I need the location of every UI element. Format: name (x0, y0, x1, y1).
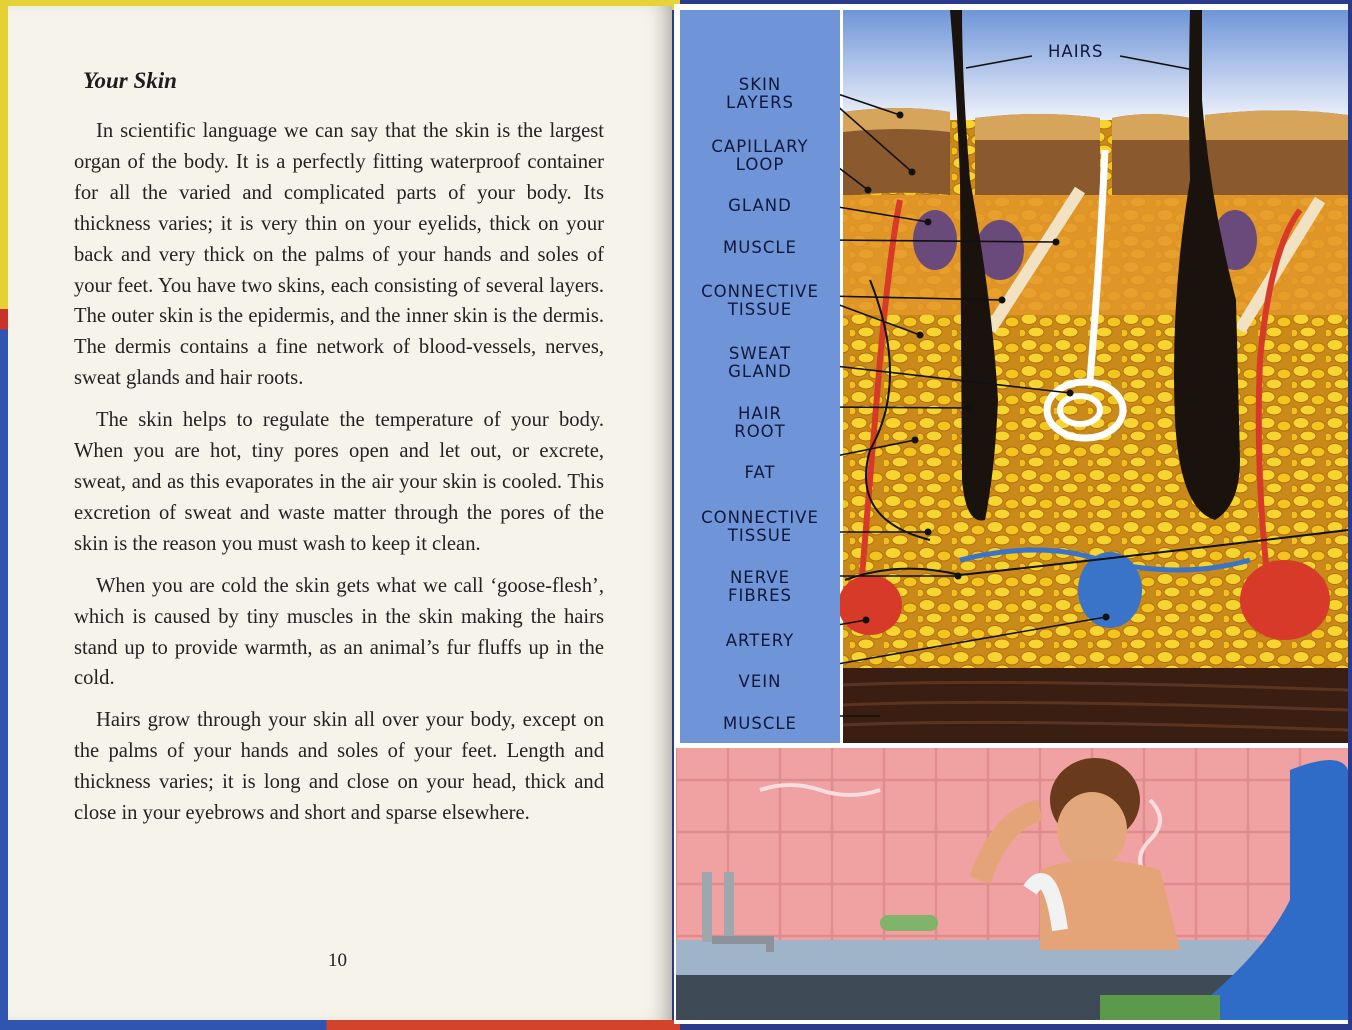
artery-bulb (838, 575, 902, 635)
label-hairs: HAIRS (1048, 42, 1104, 61)
gland (913, 210, 957, 270)
boy-face (1057, 792, 1127, 868)
label-sweat-gland: SWEAT GLAND (728, 344, 792, 381)
label-artery: ARTERY (725, 631, 795, 650)
paragraph: The skin helps to regulate the temperature of your body. When you are hot, tiny pores open and let out, or excrete, sweat, and as this evaporates in the air your skin is cooled. This excretion of sweat and waste matter through the pores of the skin is the reason you must wash to keep it clean. (74, 409, 604, 555)
paragraph: Hairs grow through your skin all over your body, except on the palms of your hands and soles of your feet. Length and thickness varies; it is long and close on your head, thick and close in your eyebrows and short and sparse elsewhere. (74, 709, 604, 825)
label-nerve-fibres: NERVE FIBRES (727, 568, 793, 605)
diagram-labels (680, 10, 840, 743)
bath-tap (702, 872, 712, 942)
vein-bulb (1078, 552, 1142, 628)
label-vein: VEIN (738, 672, 782, 691)
epidermis-band (843, 108, 950, 132)
label-fat: FAT (744, 463, 776, 482)
page-number: 10 (328, 950, 347, 971)
green-stool (1100, 995, 1220, 1020)
label-gland: GLAND (728, 196, 792, 215)
label-skin-layers: SKIN LAYERS (725, 75, 795, 112)
paragraph: When you are cold the skin gets what we call ‘goose-flesh’, which is caused by tiny muscles in the skin making the hairs stand up to provide warmth, as an animal’s fur fluffs up in the cold. (74, 574, 604, 690)
page-heading: Your Skin (83, 68, 177, 93)
muscle-layer (843, 668, 1348, 743)
label-connective-tissue: CONNECTIVE TISSUE (701, 282, 819, 319)
sky-background (843, 10, 1348, 120)
label-connective-tissue-lower: CONNECTIVE TISSUE (701, 508, 819, 545)
label-muscle-lower: MUSCLE (723, 714, 797, 733)
paragraph: In scientific language we can say that the skin is the largest organ of the body. It is a perfectly fitting waterproof container for all the varied and complicated parts of your body. Its thickness varies; it is very thin on your eyelids, thick on your back and very thick on the palms of your hands and soles of your feet. You have two skins, each consisting of several layers. The outer skin is the epidermis, and the inner skin is the dermis. The dermis contains a fine network of blood-vessels, nerves, sweat glands and hair roots. (74, 120, 604, 390)
label-capillary-loop: CAPILLARY LOOP (711, 137, 809, 174)
label-muscle: MUSCLE (723, 238, 797, 257)
label-hair-root: HAIR ROOT (734, 404, 786, 441)
soap (880, 915, 938, 931)
